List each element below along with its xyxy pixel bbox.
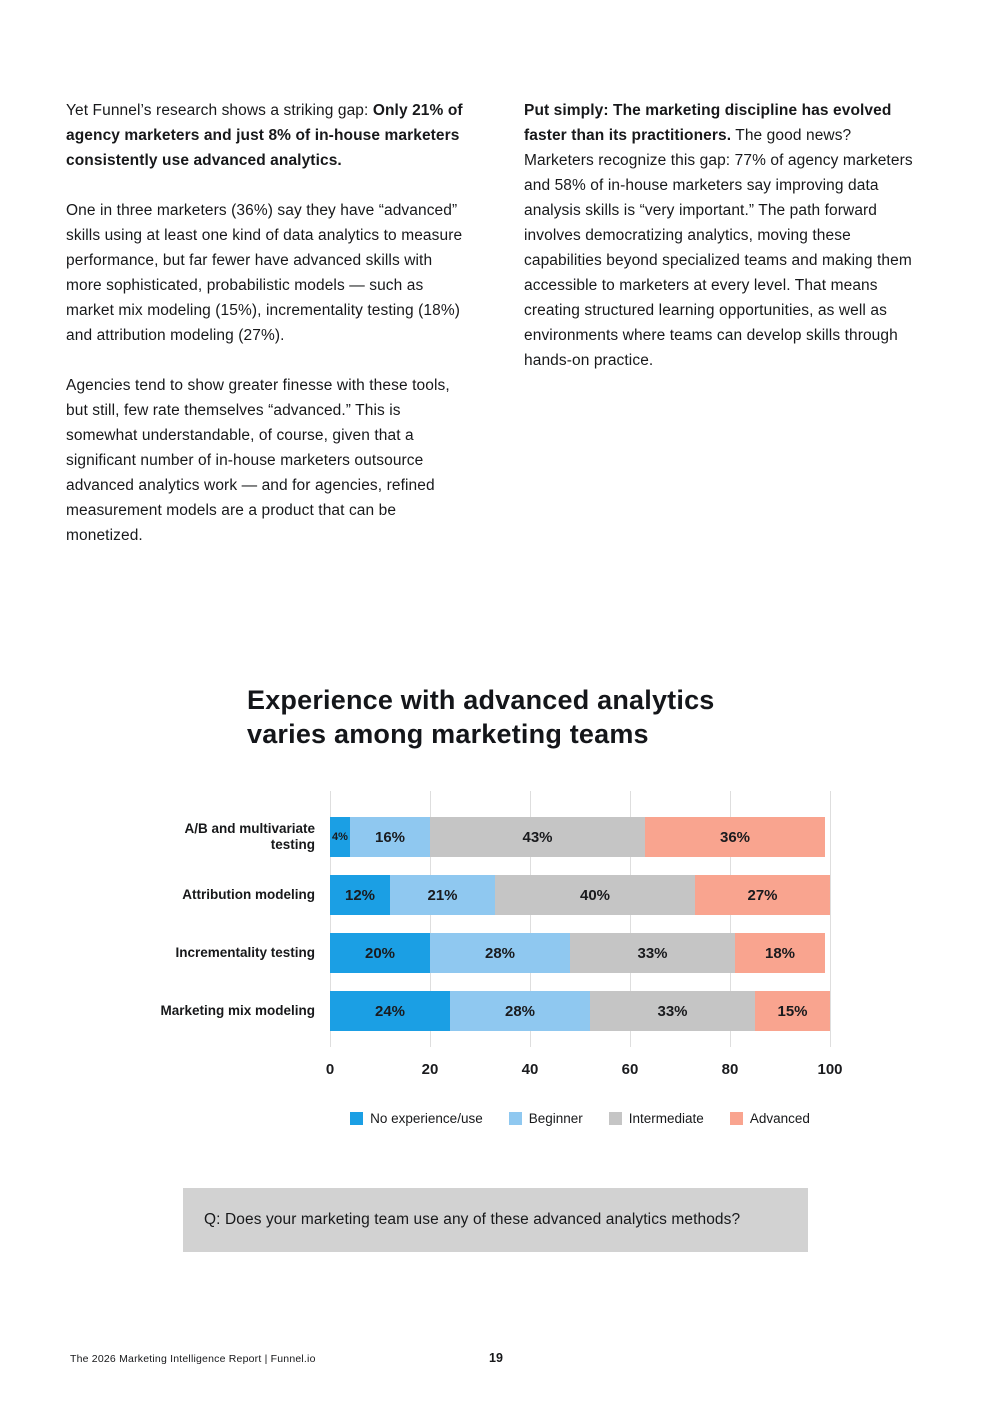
bar-segment bbox=[330, 817, 350, 857]
legend-swatch bbox=[730, 1112, 743, 1125]
segment-value-label: 16% bbox=[374, 828, 406, 846]
x-axis-tick-label: 60 bbox=[621, 1061, 639, 1078]
legend-item bbox=[509, 1111, 583, 1126]
category-label: Marketing mix modeling bbox=[160, 1003, 315, 1018]
legend-item bbox=[730, 1111, 810, 1126]
bar-segment bbox=[645, 817, 825, 857]
chart-title-line-2: varies among marketing teams bbox=[247, 719, 649, 749]
legend-label: Intermediate bbox=[628, 1111, 704, 1126]
segment-value-label: 33% bbox=[657, 1002, 688, 1020]
segment-value-label: 24% bbox=[374, 1002, 406, 1020]
segment-value-label: 21% bbox=[427, 886, 458, 904]
chart-legend bbox=[330, 1111, 830, 1126]
segment-value-label: 27% bbox=[747, 886, 778, 904]
segment-value-label: 28% bbox=[504, 1002, 536, 1020]
segment-value-label: 18% bbox=[764, 944, 796, 962]
legend-swatch bbox=[509, 1112, 522, 1125]
legend-label: No experience/use bbox=[370, 1111, 483, 1126]
footer-report-title: The 2026 Marketing Intelligence Report | Funnel.io bbox=[70, 1353, 316, 1365]
bar-segment bbox=[590, 991, 755, 1031]
bar-track bbox=[330, 817, 830, 857]
legend-label: Beginner bbox=[528, 1111, 583, 1126]
bar-segment bbox=[570, 933, 735, 973]
segment-value-label: 40% bbox=[579, 886, 611, 904]
bar-segment bbox=[735, 933, 825, 973]
intro-text-columns bbox=[0, 0, 992, 573]
intro-right-column bbox=[524, 98, 925, 573]
chart-x-axis bbox=[325, 1061, 843, 1081]
x-axis-tick-label: 0 bbox=[325, 1061, 335, 1078]
bar-track bbox=[330, 875, 830, 915]
paragraph-text: Yet Funnel’s research shows a striking gap: bbox=[66, 102, 373, 119]
stacked-bar-chart bbox=[138, 791, 843, 1126]
segment-value-label: 36% bbox=[719, 828, 751, 846]
bar-segment bbox=[330, 875, 390, 915]
survey-question-box bbox=[183, 1188, 808, 1252]
bar-segment bbox=[330, 991, 450, 1031]
survey-question-text: Q: Does your marketing team use any of these advanced analytics methods? bbox=[204, 1211, 741, 1228]
paragraph-research-gap bbox=[66, 98, 467, 173]
chart-title-line-1: Experience with advanced analytics bbox=[247, 685, 715, 715]
category-label: Incrementality testing bbox=[175, 945, 315, 960]
segment-value-label: 33% bbox=[637, 944, 668, 962]
legend-item bbox=[609, 1111, 704, 1126]
bar-segment bbox=[430, 933, 570, 973]
legend-swatch bbox=[609, 1112, 622, 1125]
bar-segment bbox=[450, 991, 590, 1031]
chart-row bbox=[138, 933, 830, 973]
paragraph-bold-text: Put simply: The marketing discipline has evolved faster than its practitioners. bbox=[524, 102, 892, 144]
chart-rows bbox=[138, 791, 830, 1047]
chart-row bbox=[138, 991, 830, 1031]
bar-track bbox=[330, 991, 830, 1031]
segment-value-label: 43% bbox=[522, 828, 553, 846]
category-label: Attribution modeling bbox=[182, 887, 315, 902]
segment-value-label: 15% bbox=[777, 1002, 808, 1020]
chart-title bbox=[247, 683, 992, 751]
bar-segment bbox=[755, 991, 830, 1031]
intro-left-column bbox=[66, 98, 467, 573]
category-label: A/B and multivariate testing bbox=[184, 821, 315, 852]
paragraph-bold-text: Only 21% of agency marketers and just 8% of in-house marketers consistently use advanced analytics. bbox=[66, 102, 463, 169]
bar-segment bbox=[350, 817, 430, 857]
bar-segment bbox=[695, 875, 830, 915]
paragraph-agencies: Agencies tend to show greater finesse with these tools, but still, few rate themselves “advanced.” This is somewhat understandable, of course, given that a significant number of in-house marketers outsource advanced analytics work — and for agencies, refined measurement models are a product that can be monetized. bbox=[66, 377, 450, 544]
x-axis-tick-label: 80 bbox=[721, 1061, 739, 1078]
legend-swatch bbox=[350, 1112, 363, 1125]
paragraph-text: The good news? Marketers recognize this gap: 77% of agency marketers and 58% of in-house marketers say improving data analysis skills is “very important.” The path forward involves democratizing analytics, moving these capabilities beyond specialized teams and making them accessible to marketers at every level. That means creating structured learning opportunities, as well as environments where teams can develop skills through hands-on practice. bbox=[524, 127, 913, 369]
page-footer bbox=[0, 1351, 992, 1367]
chart-row bbox=[138, 817, 830, 857]
segment-value-label: 20% bbox=[364, 944, 396, 962]
segment-value-label: 12% bbox=[344, 886, 376, 904]
x-axis-tick-label: 100 bbox=[817, 1061, 843, 1078]
bar-track bbox=[330, 933, 830, 973]
x-axis-tick-label: 40 bbox=[521, 1061, 539, 1078]
bar-segment bbox=[390, 875, 495, 915]
chart-row bbox=[138, 875, 830, 915]
x-axis-tick-label: 20 bbox=[421, 1061, 439, 1078]
segment-value-label: 4% bbox=[332, 831, 348, 843]
legend-label: Advanced bbox=[749, 1111, 810, 1126]
paragraph-put-simply bbox=[524, 98, 925, 373]
legend-item bbox=[350, 1111, 483, 1126]
bar-segment bbox=[495, 875, 695, 915]
gridline bbox=[830, 791, 831, 1047]
page-number: 19 bbox=[489, 1351, 503, 1365]
paragraph-skills: One in three marketers (36%) say they have “advanced” skills using at least one kind of data analytics to measure performance, but far fewer have advanced skills with more sophisticated, probabilistic models — such as market mix modeling (15%), incrementality testing (18%) and attribution modeling (27%). bbox=[66, 202, 463, 344]
bar-segment bbox=[330, 933, 430, 973]
bar-segment bbox=[430, 817, 645, 857]
chart-plot-area bbox=[138, 791, 830, 1047]
segment-value-label: 28% bbox=[484, 944, 516, 962]
